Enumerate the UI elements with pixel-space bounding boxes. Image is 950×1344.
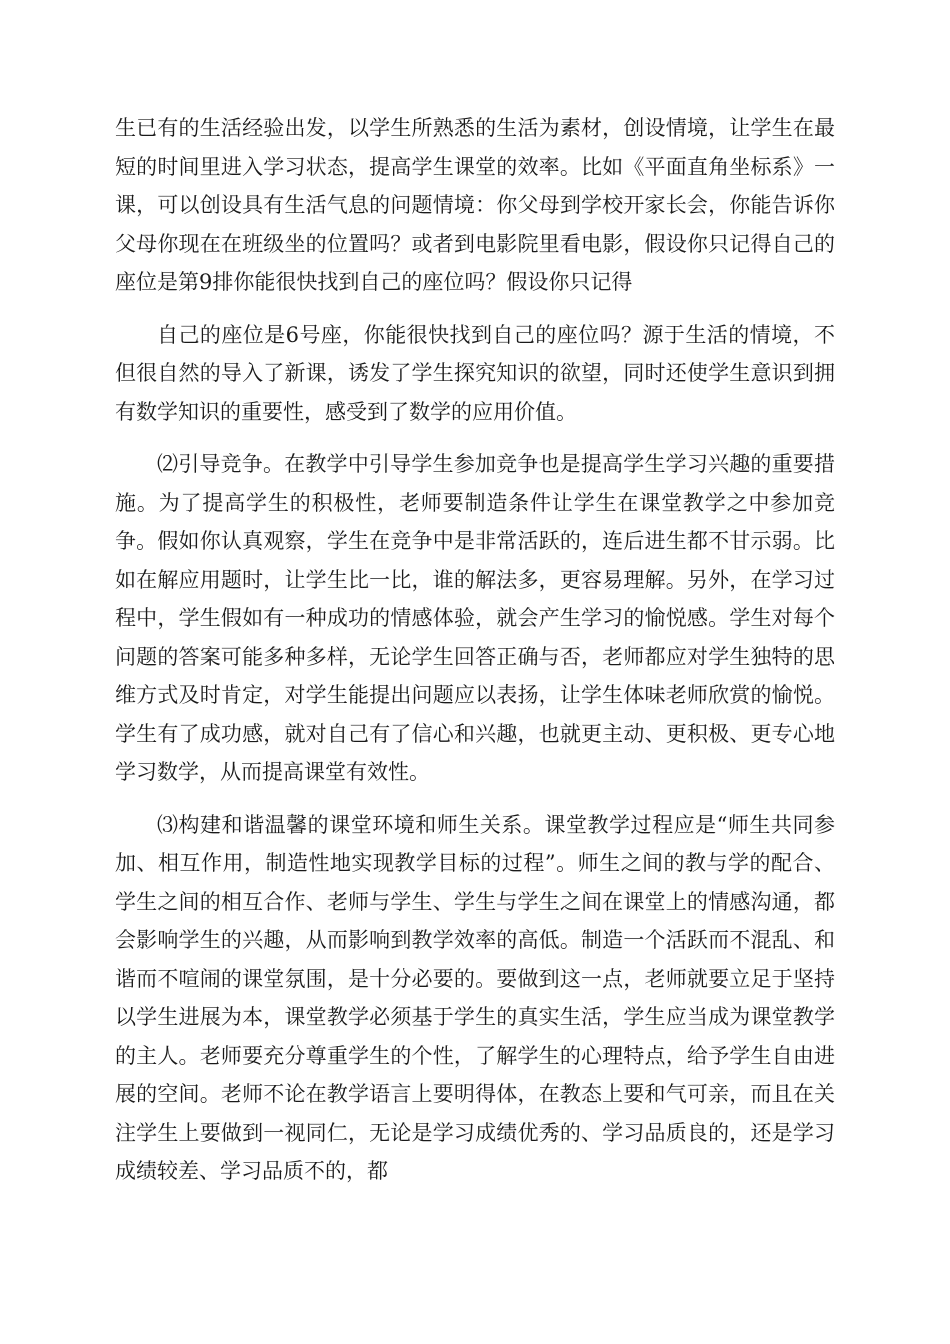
paragraph-3: ⑵引导竞争。在教学中引导学生参加竞争也是提高学生学习兴趣的重要措施。为了提高学生的积极性，老师要制造条件让学生在课堂教学之中参加竞争。假如你认真观察，学生在竞争中是非常活跃的，连后进生都不甘示弱。比如在解应用题时，让学生比一比，谁的解法多，更容易理解。另外，在学习过程中，学生假如有一种成功的情感体验，就会产生学习的愉悦感。学生对每个问题的答案可能多种多样，无论学生回答正确与否，老师都应对学生独特的思维方式及时肯定，对学生能提出问题应以表扬，让学生体味老师欣赏的愉悦。学生有了成功感，就对自己有了信心和兴趣，也就更主动、更积极、更专心地学习数学，从而提高课堂有效性。	[115, 452, 835, 784]
paragraph-2: 自己的座位是6号座，你能很快找到自己的座位吗？源于生活的情境，不但很自然的导入了新课，诱发了学生探究知识的欲望，同时还使学生意识到拥有数学知识的重要性，感受到了数学的应用价值。	[115, 322, 835, 424]
document-body	[115, 109, 835, 1205]
paragraph-1: 生已有的生活经验出发，以学生所熟悉的生活为素材，创设情境，让学生在最短的时间里进入学习状态，提高学生课堂的效率。比如《平面直角坐标系》一课，可以创设具有生活气息的问题情境：你父母到学校开家长会，你能告诉你父母你现在在班级坐的位置吗？或者到电影院里看电影，假设你只记得自己的座位是第9排你能很快找到自己的座位吗？假设你只记得	[115, 116, 835, 294]
paragraph-4: ⑶构建和谐温馨的课堂环境和师生关系。课堂教学过程应是“师生共同参加、相互作用，制造性地实现教学目标的过程”。师生之间的教与学的配合、学生之间的相互合作、老师与学生、学生与学生之间在课堂上的情感沟通，都会影响学生的兴趣，从而影响到教学效率的高低。制造一个活跃而不混乱、和谐而不喧闹的课堂氛围，是十分必要的。要做到这一点，老师就要立足于坚持以学生进展为本，课堂教学必须基于学生的真实生活，学生应当成为课堂教学的主人。老师要充分尊重学生的个性，了解学生的心理特点，给予学生自由进展的空间。老师不论在教学语言上要明得体，在教态上要和气可亲，而且在关注学生上要做到一视同仁，无论是学习成绩优秀的、学习品质良的，还是学习成绩较差、学习品质不的，都	[115, 812, 835, 1183]
